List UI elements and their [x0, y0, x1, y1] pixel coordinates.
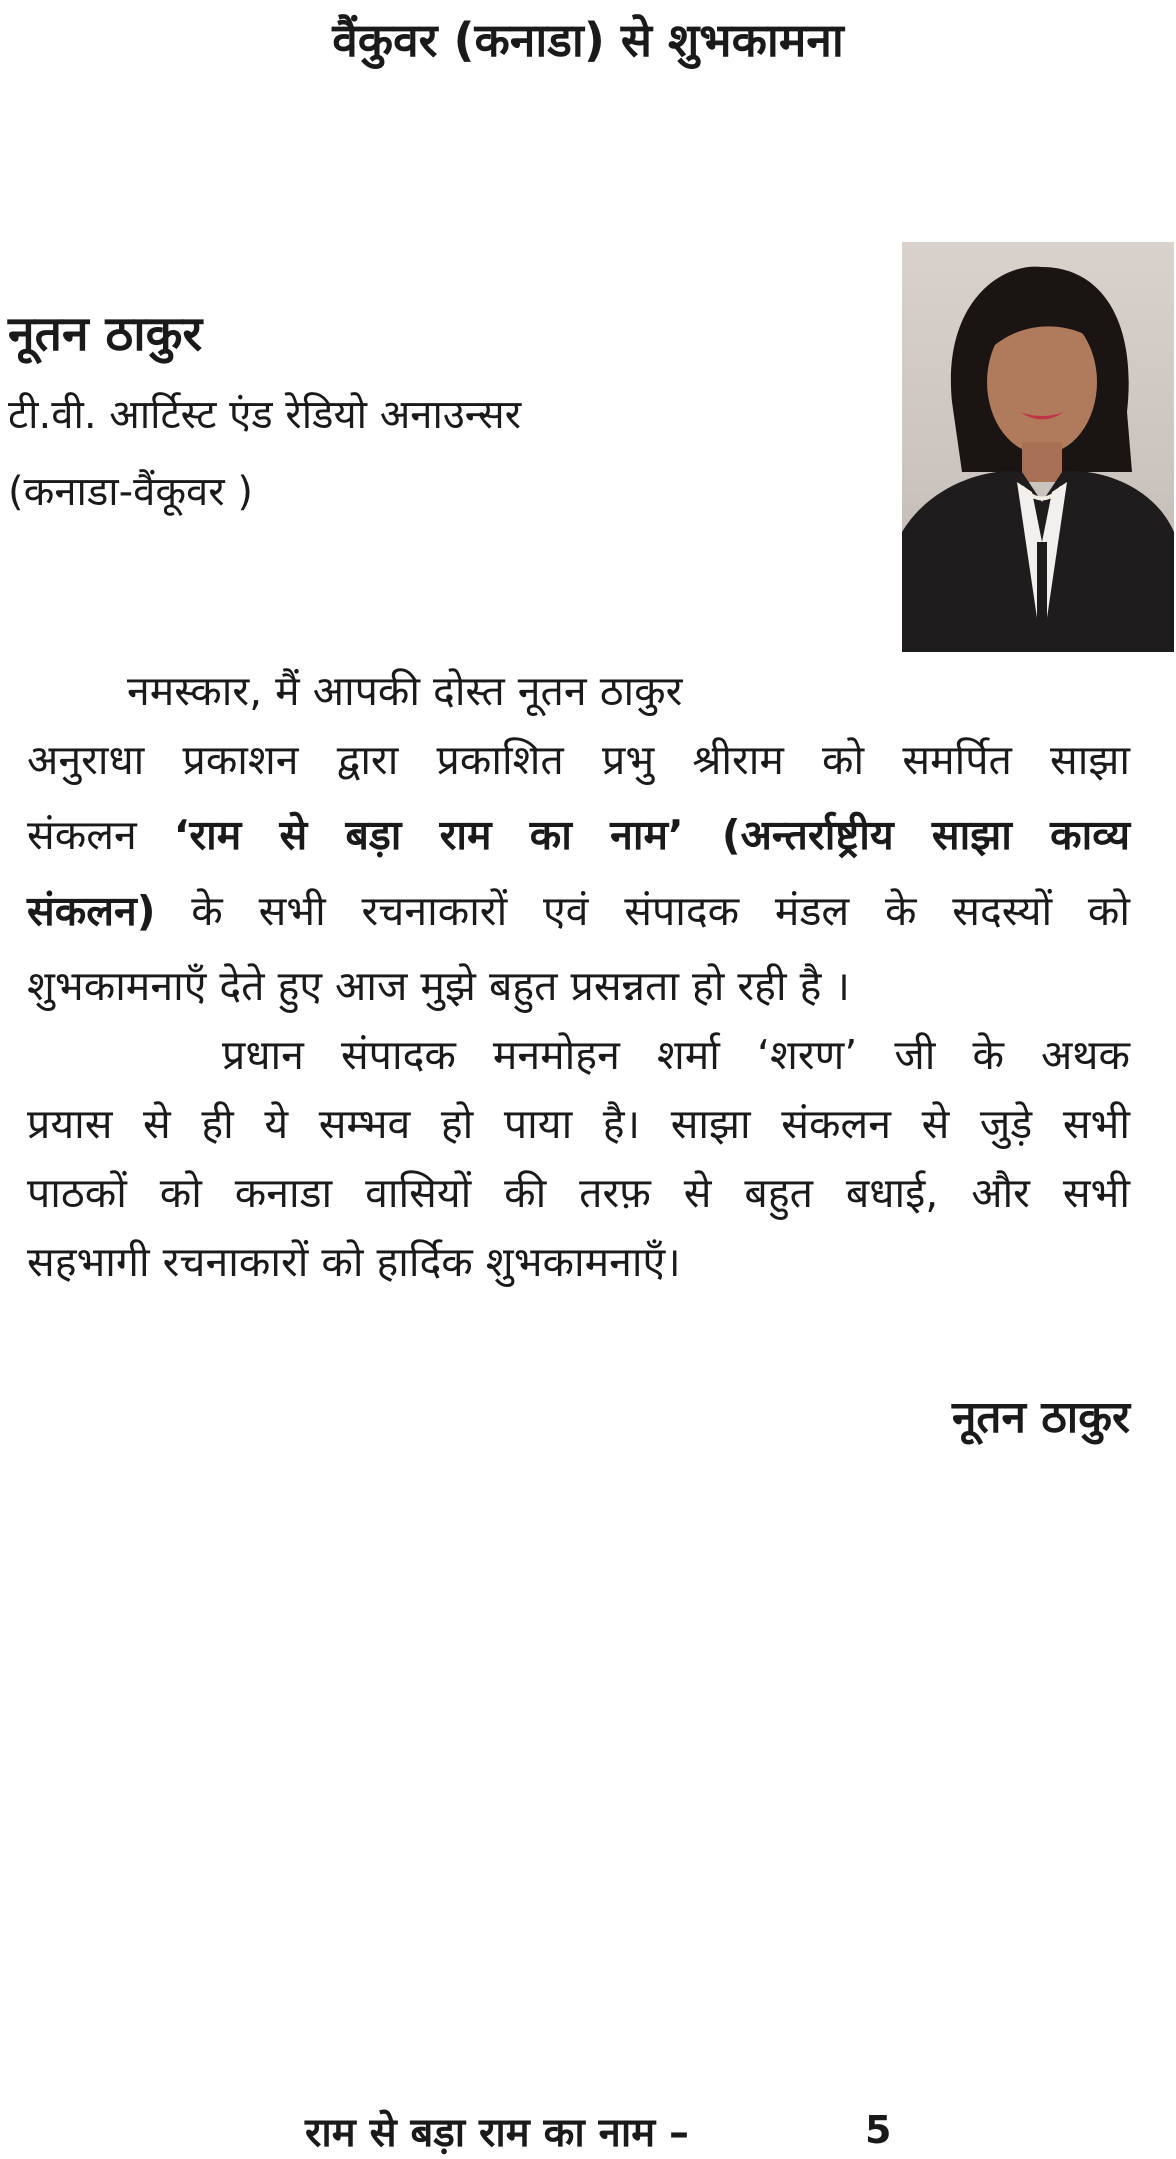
body-line: प्रधान संपादक मनमोहन शर्मा ‘शरण’ जी के अथक: [222, 1031, 1130, 1079]
body-line: नमस्कार, मैं आपकी दोस्त नूतन ठाकुर: [127, 667, 683, 715]
author-photo: [902, 242, 1174, 652]
author-location: (कनाडा-वैंकूवर ): [8, 469, 253, 515]
page-title: वैंकुवर (कनाडा) से शुभकामना: [332, 13, 844, 67]
book-title-bold: ‘राम से बड़ा राम का नाम’ (अन्तर्राष्ट्रीय साझा काव्य: [173, 811, 1130, 859]
book-title-bold: संकलन): [27, 887, 156, 935]
signature: नूतन ठाकुर: [952, 1392, 1130, 1443]
author-role: टी.वी. आर्टिस्ट एंड रेडियो अनाउन्सर: [8, 392, 522, 438]
page-number: 5: [865, 2108, 892, 2152]
body-line: अनुराधा प्रकाशन द्वारा प्रकाशित प्रभु श्रीराम को समर्पित साझा: [27, 736, 1130, 784]
body-line: शुभकामनाएँ देते हुए आज मुझे बहुत प्रसन्नता हो रही है ।: [27, 962, 850, 1010]
body-text: संकलन: [27, 811, 174, 859]
body-line: [27, 882, 1130, 938]
author-name: नूतन ठाकुर: [8, 306, 203, 362]
portrait-image: [902, 242, 1174, 652]
body-line: प्रयास से ही ये सम्भव हो पाया है। साझा संकलन से जुड़े सभी: [27, 1100, 1130, 1148]
footer-book-title: राम से बड़ा राम का नाम –: [305, 2110, 690, 2156]
body-text: के सभी रचनाकारों एवं संपादक मंडल के सदस्यों को: [155, 887, 1130, 935]
body-line: पाठकों को कनाडा वासियों की तरफ़ से बहुत बधाई, और सभी: [27, 1169, 1130, 1217]
body-line: सहभागी रचनाकारों को हार्दिक शुभकामनाएँ।: [27, 1238, 681, 1286]
body-line: [27, 806, 1130, 862]
